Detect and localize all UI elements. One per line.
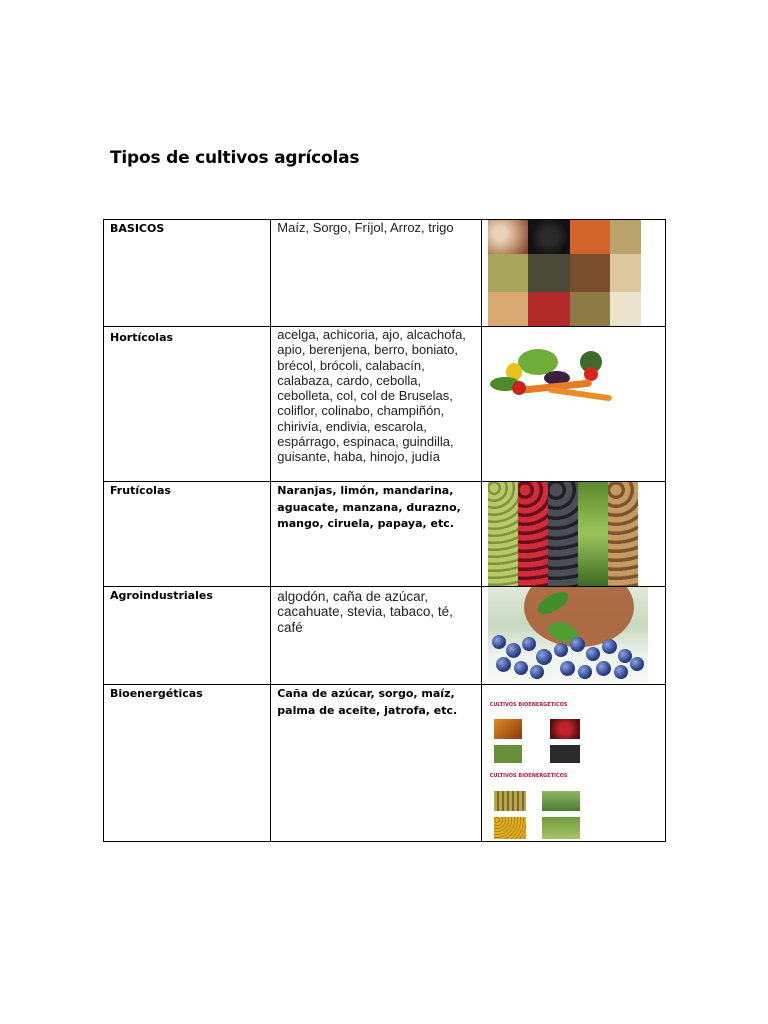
category-label: BASICOS bbox=[110, 222, 165, 235]
category-cell bbox=[104, 482, 271, 587]
crops-list: acelga, achicoria, ajo, alcachofa, apio, berenjena, berro, boniato, brécol, brócoli, calabacín, calabaza, cardo, cebolla, cebolleta, col, col de Bruselas, coliflor, colinabo, champiñón, chirivía, endivia, escarola, espárrago, espinaca, guindilla, guisante, haba, hinojo, judía bbox=[277, 327, 466, 465]
category-cell bbox=[104, 685, 271, 842]
crops-cell bbox=[271, 482, 481, 587]
category-cell bbox=[104, 587, 271, 685]
image-cell bbox=[481, 327, 665, 482]
infographic-heading: CULTIVOS BIOENERGÉTICOS bbox=[489, 702, 568, 708]
crops-cell bbox=[271, 327, 481, 482]
crops-list: Naranjas, limón, mandarina, aguacate, manzana, durazno, mango, ciruela, papaya, etc. bbox=[277, 484, 461, 530]
legumes-grains-photo bbox=[488, 220, 641, 326]
category-cell bbox=[104, 220, 271, 327]
image-cell bbox=[481, 220, 665, 327]
table-row bbox=[104, 685, 666, 842]
category-label: Frutícolas bbox=[110, 484, 171, 497]
bioenergy-crops-infographic bbox=[488, 699, 588, 841]
category-label: Agroindustriales bbox=[110, 589, 213, 602]
blueberries-photo bbox=[488, 587, 648, 684]
table-row bbox=[104, 482, 666, 587]
crops-list: Caña de azúcar, sorgo, maíz, palma de aceite, jatrofa, etc. bbox=[277, 687, 458, 717]
table-row bbox=[104, 327, 666, 482]
infographic-heading: CULTIVOS BIOENERGÉTICOS bbox=[489, 773, 568, 779]
crops-cell bbox=[271, 685, 481, 842]
crops-cell bbox=[271, 220, 481, 327]
vegetables-photo bbox=[488, 347, 623, 407]
table-row bbox=[104, 587, 666, 685]
image-cell bbox=[481, 482, 665, 587]
category-label: Hortícolas bbox=[110, 331, 174, 344]
page-title: Tipos de cultivos agrícolas bbox=[110, 148, 360, 168]
crops-cell bbox=[271, 587, 481, 685]
table-corner-mark bbox=[103, 841, 109, 842]
fruits-collage-photo bbox=[488, 482, 638, 586]
category-cell bbox=[104, 327, 271, 482]
category-label: Bioenergéticas bbox=[110, 687, 203, 700]
crop-types-table bbox=[103, 219, 666, 842]
crops-list: Maíz, Sorgo, Fríjol, Arroz, trigo bbox=[277, 220, 454, 235]
image-cell bbox=[481, 587, 665, 685]
image-cell bbox=[481, 685, 665, 842]
crops-list: algodón, caña de azúcar, cacahuate, stevia, tabaco, té, café bbox=[277, 589, 453, 635]
table-row bbox=[104, 220, 666, 327]
